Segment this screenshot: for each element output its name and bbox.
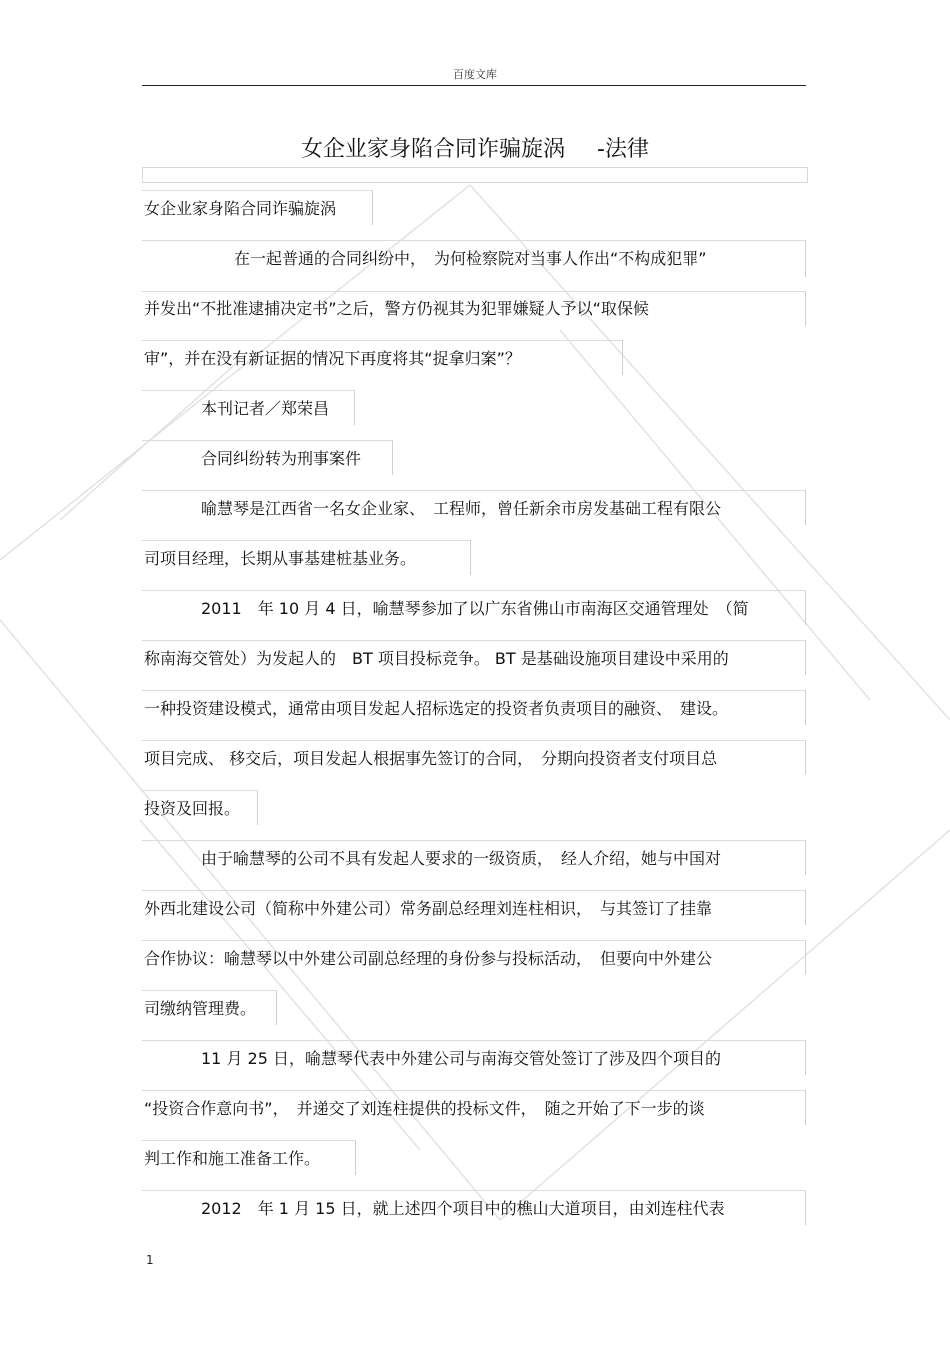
text-line-14: 外西北建设公司（简称中外建公司）常务副总经理刘连柱相识， 与其签订了挂靠 <box>144 899 713 918</box>
byline: 本刊记者／郑荣昌 <box>201 399 330 418</box>
text-line-6: 喻慧琴是江西省一名女企业家、 工程师，曾任新余市房发基础工程有限公 <box>201 499 722 518</box>
text-line-1: 在一起普通的合同纠纷中， 为何检察院对当事人作出“不构成犯罪” <box>234 249 707 268</box>
title-suffix: -法律 <box>597 137 649 162</box>
header-source: 百度文库 <box>453 68 497 81</box>
title-main: 女企业家身陷合同诈骗旋涡 <box>301 137 566 162</box>
text-line-2: 并发出“不批准逮捕决定书”之后，警方仍视其为犯罪嫌疑人予以“取保候 <box>144 299 649 318</box>
page-number: 1 <box>146 1253 154 1267</box>
text-line-16: 司缴纳管理费。 <box>144 999 257 1018</box>
text-line-20: 2012 年 1 月 15 日，就上述四个项目中的樵山大道项目，由刘连柱代表 <box>201 1199 725 1218</box>
text-line-3: 审”，并在没有新证据的情况下再度将其“捉拿归案”？ <box>144 349 521 368</box>
text-line-18: “投资合作意向书”， 并递交了刘连柱提供的投标文件， 随之开始了下一步的谈 <box>144 1099 705 1118</box>
text-line-17: 11 月 25 日，喻慧琴代表中外建公司与南海交管处签订了涉及四个项目的 <box>201 1049 721 1068</box>
page-title <box>0 132 950 163</box>
text-line-19: 判工作和施工准备工作。 <box>144 1149 321 1168</box>
header-rule <box>142 85 806 86</box>
subtitle-line: 女企业家身陷合同诈骗旋涡 <box>144 199 337 218</box>
text-line-7: 司项目经理，长期从事基建桩基业务。 <box>144 549 417 568</box>
title-box <box>142 167 808 183</box>
text-line-12: 投资及回报。 <box>144 799 241 818</box>
text-line-15: 合作协议：喻慧琴以中外建公司副总经理的身份参与投标活动， 但要向中外建公 <box>144 949 713 968</box>
section-heading: 合同纠纷转为刑事案件 <box>201 449 362 468</box>
text-line-13: 由于喻慧琴的公司不具有发起人要求的一级资质， 经人介绍，她与中国对 <box>201 849 722 868</box>
text-line-10: 一种投资建设模式，通常由项目发起人招标选定的投资者负责项目的融资、 建设。 <box>144 699 729 718</box>
text-line-8: 2011 年 10 月 4 日，喻慧琴参加了以广东省佛山市南海区交通管理处 （简 <box>201 599 749 618</box>
text-line-9: 称南海交管处）为发起人的 BT 项目投标竞争。 BT 是基础设施项目建设中采用的 <box>144 649 729 668</box>
text-line-11: 项目完成、 移交后，项目发起人根据事先签订的合同， 分期向投资者支付项目总 <box>144 749 718 768</box>
